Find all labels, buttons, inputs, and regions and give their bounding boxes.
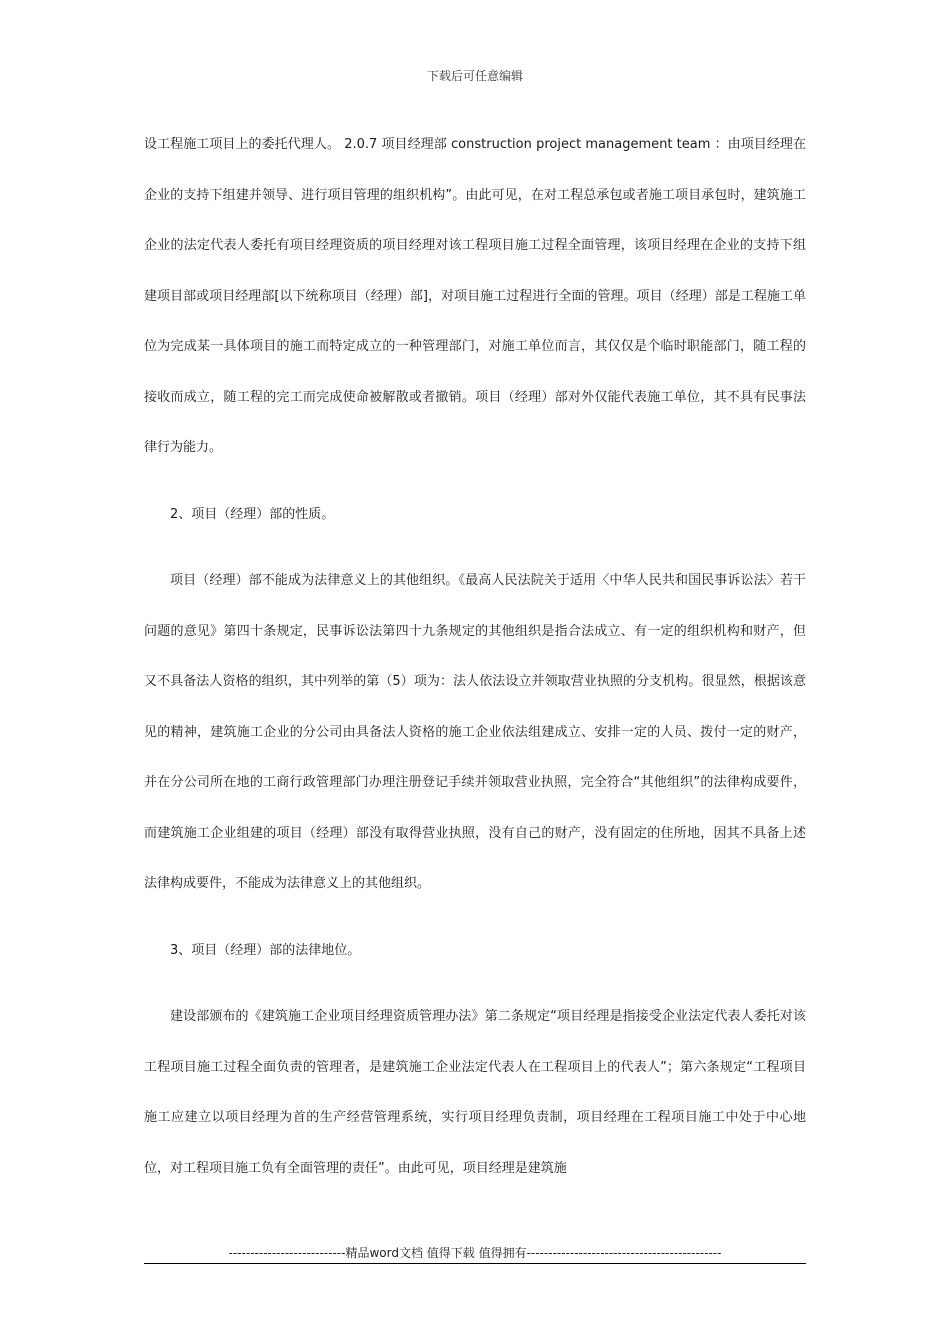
paragraph-1: 设工程施工项目上的委托代理人。 2.0.7 项目经理部 construction project management team ：由项目经理在企业的支持下组建并领导、进行项目管理的组织机构”。由此可见，在对工程总承包或者施工项目承包时，建筑施工企业的法定代表人委托有项目经理资质的项目经理对该工程项目施工过程全面管理，该项目经理在企业的支持下组建项目部或项目经理部[以下统称项目（经理）部]，对项目施工过程进行全面的管理。项目（经理）部是工程施工单位为完成某一具体项目的施工而特定成立的一种管理部门，对施工单位而言，其仅仅是个临时职能部门，随工程的接收而成立，随工程的完工而完成使命被解散或者撤销。项目（经理）部对外仅能代表施工单位，其不具有民事法律行为能力。 [144, 137, 806, 455]
paragraph-2: 项目（经理）部不能成为法律意义上的其他组织。《最高人民法院关于适用〈中华人民共和国民事诉讼法〉若干问题的意见》第四十条规定，民事诉讼法第四十九条规定的其他组织是指合法成立、有一定的组织机构和财产，但又不具备法人资格的组织，其中列举的第（5）项为：法人依法设立并领取营业执照的分支机构。很显然，根据该意见的精神，建筑施工企业的分公司由具备法人资格的施工企业依法组建成立、安排一定的人员、拨付一定的财产，并在分公司所在地的工商行政管理部门办理注册登记手续并领取营业执照，完全符合“其他组织”的法律构成要件，而建筑施工企业组建的项目（经理）部没有取得营业执照，没有自己的财产，没有固定的住所地，因其不具备上述法律构成要件，不能成为法律意义上的其他组织。 [144, 573, 806, 891]
page-header: 下载后可任意编辑 [426, 69, 523, 83]
page-footer: ---------------------------精品word文档 值得下载 值得拥有--------------------------------------------- [228, 1246, 722, 1260]
document-body [144, 120, 806, 1194]
heading-section-3: 3、项目（经理）部的法律地位。 [170, 942, 361, 958]
paragraph-3: 建设部颁布的《建筑施工企业项目经理资质管理办法》第二条规定“项目经理是指接受企业法定代表人委托对该工程项目施工过程全面负责的管理者，是建筑施工企业法定代表人在工程项目上的代表人”；第六条规定“工程项目施工应建立以项目经理为首的生产经营管理系统，实行项目经理负责制，项目经理在工程项目施工中处于中心地位，对工程项目施工负有全面管理的责任”。由此可见，项目经理是建筑施 [144, 1009, 806, 1176]
heading-section-2: 2、项目（经理）部的性质。 [170, 506, 335, 522]
footer-divider [144, 1263, 806, 1264]
